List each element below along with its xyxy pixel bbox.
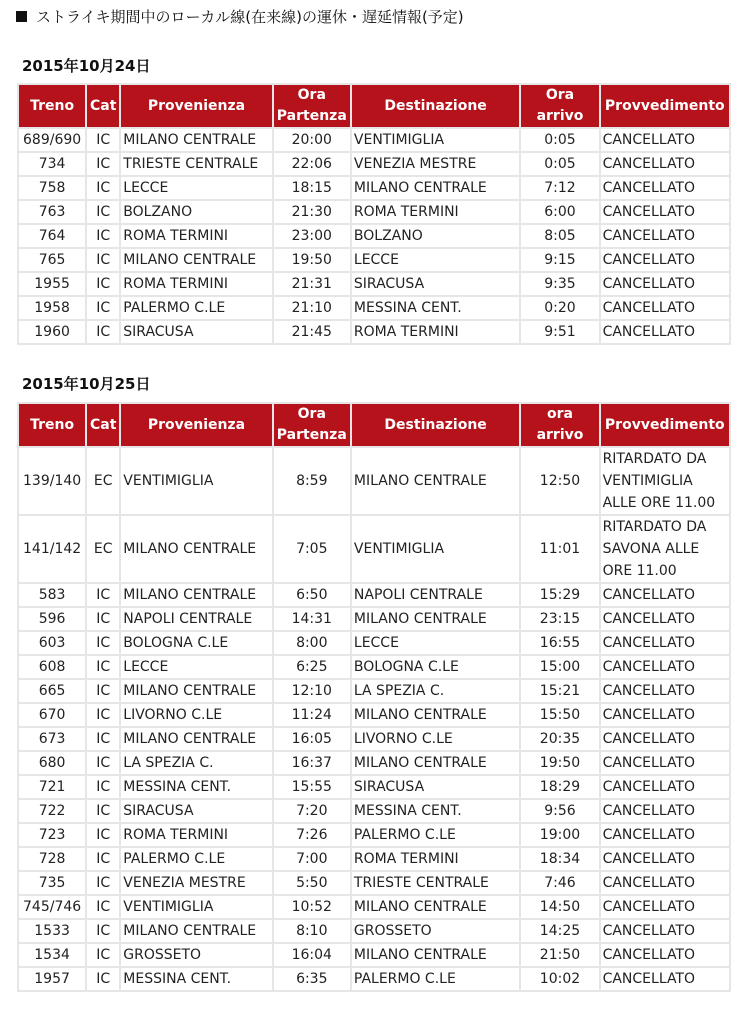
cell-destinazione: GROSSETO bbox=[352, 920, 519, 942]
cell-ora-arrivo: 12:50 bbox=[521, 448, 598, 514]
cell-ora-arrivo: 7:12 bbox=[521, 177, 598, 199]
cell-destinazione: MILANO CENTRALE bbox=[352, 608, 519, 630]
cell-provvedimento: CANCELLATO bbox=[601, 177, 729, 199]
cell-destinazione: BOLZANO bbox=[352, 225, 519, 247]
schedule-table-oct25 bbox=[17, 402, 731, 992]
table-row bbox=[19, 632, 729, 654]
table-row bbox=[19, 225, 729, 247]
date-heading-oct24: 2015年10月24日 bbox=[22, 57, 151, 75]
col-header-cat: Cat bbox=[87, 404, 119, 446]
cell-ora-partenza: 15:55 bbox=[274, 776, 350, 798]
cell-ora-partenza: 12:10 bbox=[274, 680, 350, 702]
cell-provvedimento: CANCELLATO bbox=[601, 153, 729, 175]
cell-ora-partenza: 16:05 bbox=[274, 728, 350, 750]
table-row bbox=[19, 321, 729, 343]
cell-destinazione: PALERMO C.LE bbox=[352, 824, 519, 846]
col-header-treno: Treno bbox=[19, 404, 85, 446]
cell-provvedimento: RITARDATO DA VENTIMIGLIA ALLE ORE 11.00 bbox=[601, 448, 729, 514]
cell-treno: 758 bbox=[19, 177, 85, 199]
col-header-provvedimento: Provvedimento bbox=[601, 404, 729, 446]
cell-ora-arrivo: 0:05 bbox=[521, 129, 598, 151]
cell-provenienza: PALERMO C.LE bbox=[121, 297, 271, 319]
col-header-destinazione: Destinazione bbox=[352, 85, 519, 127]
cell-provvedimento: RITARDATO DA SAVONA ALLE ORE 11.00 bbox=[601, 516, 729, 582]
cell-treno: 608 bbox=[19, 656, 85, 678]
cell-ora-arrivo: 0:20 bbox=[521, 297, 598, 319]
table-row bbox=[19, 297, 729, 319]
cell-ora-arrivo: 23:15 bbox=[521, 608, 598, 630]
cell-ora-partenza: 5:50 bbox=[274, 872, 350, 894]
cell-ora-arrivo: 19:50 bbox=[521, 752, 598, 774]
cell-provvedimento: CANCELLATO bbox=[601, 728, 729, 750]
cell-provenienza: SIRACUSA bbox=[121, 321, 271, 343]
cell-destinazione: LIVORNO C.LE bbox=[352, 728, 519, 750]
cell-provvedimento: CANCELLATO bbox=[601, 656, 729, 678]
cell-ora-partenza: 7:20 bbox=[274, 800, 350, 822]
cell-ora-arrivo: 11:01 bbox=[521, 516, 598, 582]
cell-ora-partenza: 18:15 bbox=[274, 177, 350, 199]
cell-cat: IC bbox=[87, 129, 119, 151]
cell-treno: 764 bbox=[19, 225, 85, 247]
cell-treno: 734 bbox=[19, 153, 85, 175]
cell-ora-arrivo: 9:15 bbox=[521, 249, 598, 271]
cell-ora-arrivo: 9:35 bbox=[521, 273, 598, 295]
cell-ora-arrivo: 8:05 bbox=[521, 225, 598, 247]
cell-destinazione: VENEZIA MESTRE bbox=[352, 153, 519, 175]
table-row bbox=[19, 776, 729, 798]
col-header-treno: Treno bbox=[19, 85, 85, 127]
cell-provenienza: GROSSETO bbox=[121, 944, 271, 966]
cell-provenienza: NAPOLI CENTRALE bbox=[121, 608, 271, 630]
cell-ora-partenza: 23:00 bbox=[274, 225, 350, 247]
cell-provenienza: TRIESTE CENTRALE bbox=[121, 153, 271, 175]
cell-destinazione: MILANO CENTRALE bbox=[352, 944, 519, 966]
col-header-cat: Cat bbox=[87, 85, 119, 127]
cell-ora-arrivo: 18:29 bbox=[521, 776, 598, 798]
cell-cat: IC bbox=[87, 177, 119, 199]
table-row bbox=[19, 584, 729, 606]
table-row bbox=[19, 516, 729, 582]
cell-destinazione: BOLOGNA C.LE bbox=[352, 656, 519, 678]
cell-provenienza: BOLOGNA C.LE bbox=[121, 632, 271, 654]
cell-provvedimento: CANCELLATO bbox=[601, 872, 729, 894]
cell-cat: IC bbox=[87, 944, 119, 966]
cell-provvedimento: CANCELLATO bbox=[601, 273, 729, 295]
cell-ora-arrivo: 15:21 bbox=[521, 680, 598, 702]
table-row bbox=[19, 273, 729, 295]
cell-provenienza: LIVORNO C.LE bbox=[121, 704, 271, 726]
cell-treno: 763 bbox=[19, 201, 85, 223]
table-row bbox=[19, 201, 729, 223]
page-title-text: ストライキ期間中のローカル線(在来線)の運休・遅延情報(予定) bbox=[36, 8, 464, 26]
page-title bbox=[16, 6, 464, 28]
cell-ora-arrivo: 19:00 bbox=[521, 824, 598, 846]
cell-provenienza: VENTIMIGLIA bbox=[121, 448, 271, 514]
cell-ora-partenza: 19:50 bbox=[274, 249, 350, 271]
table-row bbox=[19, 848, 729, 870]
cell-ora-arrivo: 20:35 bbox=[521, 728, 598, 750]
cell-treno: 721 bbox=[19, 776, 85, 798]
cell-destinazione: MILANO CENTRALE bbox=[352, 704, 519, 726]
cell-ora-partenza: 6:50 bbox=[274, 584, 350, 606]
table-row bbox=[19, 728, 729, 750]
cell-ora-partenza: 16:37 bbox=[274, 752, 350, 774]
cell-treno: 141/142 bbox=[19, 516, 85, 582]
cell-destinazione: SIRACUSA bbox=[352, 776, 519, 798]
cell-cat: IC bbox=[87, 752, 119, 774]
cell-destinazione: MILANO CENTRALE bbox=[352, 896, 519, 918]
table-row bbox=[19, 608, 729, 630]
cell-treno: 673 bbox=[19, 728, 85, 750]
cell-ora-arrivo: 15:50 bbox=[521, 704, 598, 726]
cell-cat: IC bbox=[87, 632, 119, 654]
table-row bbox=[19, 448, 729, 514]
cell-provenienza: MILANO CENTRALE bbox=[121, 920, 271, 942]
cell-cat: IC bbox=[87, 728, 119, 750]
cell-treno: 603 bbox=[19, 632, 85, 654]
cell-destinazione: MILANO CENTRALE bbox=[352, 752, 519, 774]
cell-provvedimento: CANCELLATO bbox=[601, 920, 729, 942]
cell-provenienza: MILANO CENTRALE bbox=[121, 728, 271, 750]
col-header-ora-arrivo: Ora arrivo bbox=[521, 85, 598, 127]
cell-provenienza: ROMA TERMINI bbox=[121, 273, 271, 295]
cell-cat: IC bbox=[87, 249, 119, 271]
cell-ora-partenza: 22:06 bbox=[274, 153, 350, 175]
cell-ora-partenza: 7:26 bbox=[274, 824, 350, 846]
cell-destinazione: ROMA TERMINI bbox=[352, 321, 519, 343]
cell-ora-arrivo: 15:00 bbox=[521, 656, 598, 678]
cell-treno: 670 bbox=[19, 704, 85, 726]
table-row bbox=[19, 177, 729, 199]
cell-ora-arrivo: 21:50 bbox=[521, 944, 598, 966]
cell-provvedimento: CANCELLATO bbox=[601, 704, 729, 726]
cell-ora-arrivo: 18:34 bbox=[521, 848, 598, 870]
cell-destinazione: LECCE bbox=[352, 632, 519, 654]
cell-destinazione: ROMA TERMINI bbox=[352, 848, 519, 870]
cell-treno: 1957 bbox=[19, 968, 85, 990]
cell-cat: IC bbox=[87, 680, 119, 702]
cell-destinazione: NAPOLI CENTRALE bbox=[352, 584, 519, 606]
cell-destinazione: TRIESTE CENTRALE bbox=[352, 872, 519, 894]
cell-provenienza: MILANO CENTRALE bbox=[121, 129, 271, 151]
cell-provenienza: MILANO CENTRALE bbox=[121, 584, 271, 606]
cell-cat: IC bbox=[87, 824, 119, 846]
cell-provvedimento: CANCELLATO bbox=[601, 249, 729, 271]
cell-provvedimento: CANCELLATO bbox=[601, 297, 729, 319]
cell-provenienza: LECCE bbox=[121, 656, 271, 678]
cell-cat: IC bbox=[87, 896, 119, 918]
cell-provenienza: BOLZANO bbox=[121, 201, 271, 223]
cell-provenienza: LA SPEZIA C. bbox=[121, 752, 271, 774]
cell-treno: 689/690 bbox=[19, 129, 85, 151]
cell-ora-partenza: 8:00 bbox=[274, 632, 350, 654]
cell-ora-arrivo: 14:25 bbox=[521, 920, 598, 942]
cell-ora-arrivo: 6:00 bbox=[521, 201, 598, 223]
cell-treno: 1534 bbox=[19, 944, 85, 966]
cell-ora-partenza: 11:24 bbox=[274, 704, 350, 726]
cell-ora-arrivo: 0:05 bbox=[521, 153, 598, 175]
cell-provenienza: LECCE bbox=[121, 177, 271, 199]
cell-destinazione: ROMA TERMINI bbox=[352, 201, 519, 223]
cell-cat: IC bbox=[87, 872, 119, 894]
cell-cat: IC bbox=[87, 608, 119, 630]
cell-ora-arrivo: 15:29 bbox=[521, 584, 598, 606]
cell-provvedimento: CANCELLATO bbox=[601, 776, 729, 798]
col-header-ora-partenza: Ora Partenza bbox=[274, 404, 350, 446]
cell-destinazione: SIRACUSA bbox=[352, 273, 519, 295]
cell-ora-partenza: 8:10 bbox=[274, 920, 350, 942]
table-row bbox=[19, 896, 729, 918]
cell-provenienza: MILANO CENTRALE bbox=[121, 680, 271, 702]
cell-cat: IC bbox=[87, 225, 119, 247]
cell-provvedimento: CANCELLATO bbox=[601, 225, 729, 247]
cell-treno: 1958 bbox=[19, 297, 85, 319]
cell-ora-arrivo: 7:46 bbox=[521, 872, 598, 894]
cell-destinazione: MESSINA CENT. bbox=[352, 297, 519, 319]
cell-provvedimento: CANCELLATO bbox=[601, 968, 729, 990]
cell-cat: EC bbox=[87, 448, 119, 514]
cell-provvedimento: CANCELLATO bbox=[601, 824, 729, 846]
cell-cat: IC bbox=[87, 656, 119, 678]
cell-treno: 139/140 bbox=[19, 448, 85, 514]
schedule-table-oct24 bbox=[17, 83, 731, 345]
cell-provenienza: MESSINA CENT. bbox=[121, 776, 271, 798]
cell-provenienza: VENEZIA MESTRE bbox=[121, 872, 271, 894]
table-row bbox=[19, 656, 729, 678]
cell-provvedimento: CANCELLATO bbox=[601, 848, 729, 870]
square-bullet-icon bbox=[16, 11, 27, 22]
cell-ora-partenza: 8:59 bbox=[274, 448, 350, 514]
cell-provenienza: PALERMO C.LE bbox=[121, 848, 271, 870]
cell-ora-partenza: 7:05 bbox=[274, 516, 350, 582]
cell-ora-arrivo: 16:55 bbox=[521, 632, 598, 654]
cell-destinazione: PALERMO C.LE bbox=[352, 968, 519, 990]
cell-treno: 1960 bbox=[19, 321, 85, 343]
cell-ora-partenza: 21:30 bbox=[274, 201, 350, 223]
table-row bbox=[19, 704, 729, 726]
cell-cat: IC bbox=[87, 584, 119, 606]
cell-ora-partenza: 21:45 bbox=[274, 321, 350, 343]
col-header-destinazione: Destinazione bbox=[352, 404, 519, 446]
cell-destinazione: VENTIMIGLIA bbox=[352, 516, 519, 582]
table-row bbox=[19, 872, 729, 894]
cell-destinazione: VENTIMIGLIA bbox=[352, 129, 519, 151]
cell-cat: IC bbox=[87, 848, 119, 870]
table-header-row bbox=[19, 85, 729, 127]
date-heading-oct25: 2015年10月25日 bbox=[22, 375, 151, 393]
table-row bbox=[19, 944, 729, 966]
table-row bbox=[19, 920, 729, 942]
cell-treno: 665 bbox=[19, 680, 85, 702]
cell-provenienza: MILANO CENTRALE bbox=[121, 249, 271, 271]
cell-treno: 1955 bbox=[19, 273, 85, 295]
cell-provvedimento: CANCELLATO bbox=[601, 896, 729, 918]
table-row bbox=[19, 249, 729, 271]
table-row bbox=[19, 153, 729, 175]
cell-provvedimento: CANCELLATO bbox=[601, 608, 729, 630]
col-header-ora-partenza: Ora Partenza bbox=[274, 85, 350, 127]
cell-treno: 765 bbox=[19, 249, 85, 271]
cell-treno: 735 bbox=[19, 872, 85, 894]
cell-provvedimento: CANCELLATO bbox=[601, 944, 729, 966]
cell-ora-arrivo: 14:50 bbox=[521, 896, 598, 918]
cell-provvedimento: CANCELLATO bbox=[601, 321, 729, 343]
cell-cat: IC bbox=[87, 776, 119, 798]
cell-cat: IC bbox=[87, 968, 119, 990]
cell-treno: 745/746 bbox=[19, 896, 85, 918]
cell-ora-arrivo: 9:56 bbox=[521, 800, 598, 822]
cell-treno: 680 bbox=[19, 752, 85, 774]
cell-cat: IC bbox=[87, 273, 119, 295]
cell-destinazione: LA SPEZIA C. bbox=[352, 680, 519, 702]
cell-provenienza: ROMA TERMINI bbox=[121, 824, 271, 846]
cell-provenienza: MILANO CENTRALE bbox=[121, 516, 271, 582]
cell-provvedimento: CANCELLATO bbox=[601, 752, 729, 774]
cell-ora-partenza: 21:10 bbox=[274, 297, 350, 319]
cell-cat: IC bbox=[87, 297, 119, 319]
cell-destinazione: MILANO CENTRALE bbox=[352, 177, 519, 199]
cell-provenienza: ROMA TERMINI bbox=[121, 225, 271, 247]
table-row bbox=[19, 800, 729, 822]
cell-cat: IC bbox=[87, 920, 119, 942]
cell-cat: IC bbox=[87, 321, 119, 343]
cell-ora-partenza: 6:35 bbox=[274, 968, 350, 990]
cell-provenienza: SIRACUSA bbox=[121, 800, 271, 822]
cell-ora-partenza: 7:00 bbox=[274, 848, 350, 870]
col-header-ora-arrivo: ora arrivo bbox=[521, 404, 598, 446]
cell-treno: 1533 bbox=[19, 920, 85, 942]
col-header-provvedimento: Provvedimento bbox=[601, 85, 729, 127]
cell-provvedimento: CANCELLATO bbox=[601, 632, 729, 654]
cell-treno: 723 bbox=[19, 824, 85, 846]
cell-ora-partenza: 6:25 bbox=[274, 656, 350, 678]
table-row bbox=[19, 680, 729, 702]
cell-treno: 583 bbox=[19, 584, 85, 606]
cell-destinazione: MILANO CENTRALE bbox=[352, 448, 519, 514]
cell-provvedimento: CANCELLATO bbox=[601, 129, 729, 151]
cell-ora-partenza: 10:52 bbox=[274, 896, 350, 918]
cell-ora-partenza: 14:31 bbox=[274, 608, 350, 630]
cell-destinazione: MESSINA CENT. bbox=[352, 800, 519, 822]
cell-ora-partenza: 21:31 bbox=[274, 273, 350, 295]
cell-cat: IC bbox=[87, 800, 119, 822]
cell-provvedimento: CANCELLATO bbox=[601, 584, 729, 606]
cell-provenienza: VENTIMIGLIA bbox=[121, 896, 271, 918]
cell-ora-arrivo: 9:51 bbox=[521, 321, 598, 343]
cell-treno: 722 bbox=[19, 800, 85, 822]
cell-cat: IC bbox=[87, 153, 119, 175]
cell-destinazione: LECCE bbox=[352, 249, 519, 271]
table-row bbox=[19, 824, 729, 846]
table-row bbox=[19, 752, 729, 774]
cell-cat: IC bbox=[87, 704, 119, 726]
col-header-provenienza: Provenienza bbox=[121, 404, 271, 446]
cell-cat: EC bbox=[87, 516, 119, 582]
cell-ora-arrivo: 10:02 bbox=[521, 968, 598, 990]
cell-provvedimento: CANCELLATO bbox=[601, 800, 729, 822]
table-header-row bbox=[19, 404, 729, 446]
table-row bbox=[19, 968, 729, 990]
table-row bbox=[19, 129, 729, 151]
cell-treno: 728 bbox=[19, 848, 85, 870]
cell-provenienza: MESSINA CENT. bbox=[121, 968, 271, 990]
cell-ora-partenza: 16:04 bbox=[274, 944, 350, 966]
cell-ora-partenza: 20:00 bbox=[274, 129, 350, 151]
cell-cat: IC bbox=[87, 201, 119, 223]
col-header-provenienza: Provenienza bbox=[121, 85, 271, 127]
cell-provvedimento: CANCELLATO bbox=[601, 201, 729, 223]
cell-treno: 596 bbox=[19, 608, 85, 630]
cell-provvedimento: CANCELLATO bbox=[601, 680, 729, 702]
